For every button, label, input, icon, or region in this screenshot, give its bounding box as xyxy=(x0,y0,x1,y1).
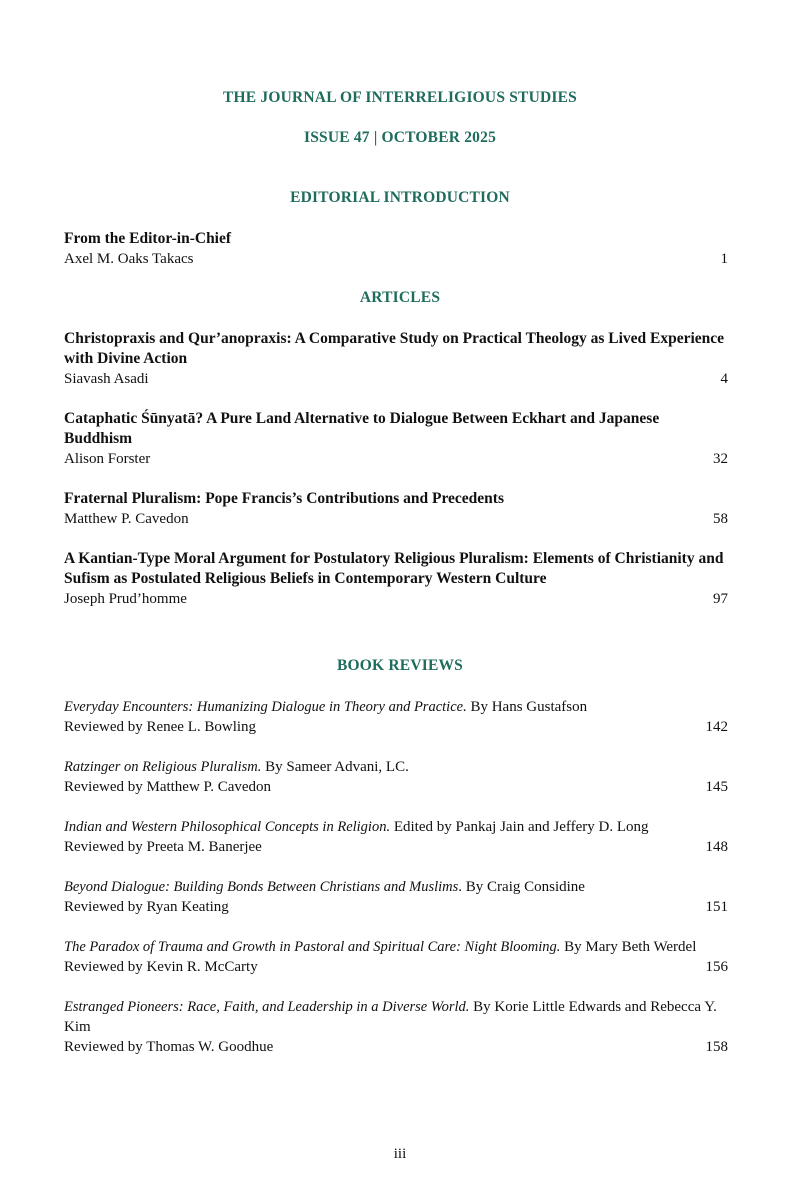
review-book-title: The Paradox of Trauma and Growth in Pastoral and Spiritual Care: Night Blooming. xyxy=(64,939,561,955)
toc-entry-review-6[interactable] xyxy=(64,997,728,1057)
review-book-author: . By Craig Considine xyxy=(458,879,585,895)
review-book-author: Edited by Pankaj Jain and Jeffery D. Long xyxy=(390,819,649,835)
review-book-author: By Mary Beth Werdel xyxy=(560,939,697,955)
entry-title: Cataphatic Śūnyatā? A Pure Land Alternative to Dialogue Between Eckhart and Japanese Buddhism xyxy=(64,410,660,447)
review-reviewer: Reviewed by Thomas W. Goodhue xyxy=(64,1039,274,1055)
section-heading-reviews: BOOK REVIEWS xyxy=(337,657,463,674)
review-book-line xyxy=(64,877,728,897)
entry-reviewer-line xyxy=(64,717,728,737)
review-book-title: Indian and Western Philosophical Concepts in Religion. xyxy=(64,819,391,835)
entry-author: Matthew P. Cavedon xyxy=(64,511,189,527)
journal-title: THE JOURNAL OF INTERRELIGIOUS STUDIES xyxy=(223,89,577,106)
review-reviewer: Reviewed by Ryan Keating xyxy=(64,899,229,915)
entry-author-line xyxy=(64,449,728,469)
review-book-title: Ratzinger on Religious Pluralism. xyxy=(64,759,262,775)
entry-page-number: 158 xyxy=(705,1039,728,1055)
entry-title: Christopraxis and Qur’anopraxis: A Comparative Study on Practical Theology as Lived Experience with Divine Action xyxy=(64,330,725,367)
toc-entry-article-3[interactable] xyxy=(64,489,728,529)
entry-reviewer-line xyxy=(64,837,728,857)
entry-reviewer-line xyxy=(64,777,728,797)
page-folio: iii xyxy=(393,1146,407,1162)
review-book-author: By Sameer Advani, LC. xyxy=(261,759,409,775)
entry-page-number: 1 xyxy=(720,251,728,267)
review-book-author: By Korie Little Edwards and Rebecca Y. Kim xyxy=(64,999,717,1035)
entry-page-number: 148 xyxy=(705,839,728,855)
entry-reviewer-line xyxy=(64,1037,728,1057)
entry-author: Alison Forster xyxy=(64,451,151,467)
toc-entry-review-3[interactable] xyxy=(64,817,728,857)
review-reviewer: Reviewed by Renee L. Bowling xyxy=(64,719,257,735)
entry-page-number: 32 xyxy=(713,451,728,467)
review-book-author: By Hans Gustafson xyxy=(466,699,588,715)
review-book-line xyxy=(64,757,728,777)
entry-author: Axel M. Oaks Takacs xyxy=(64,251,194,267)
entry-title: From the Editor-in-Chief xyxy=(64,230,232,247)
entry-title: Fraternal Pluralism: Pope Francis’s Contributions and Precedents xyxy=(64,490,504,507)
review-book-line xyxy=(64,697,728,717)
review-book-title: Everyday Encounters: Humanizing Dialogue in Theory and Practice. xyxy=(64,699,467,715)
review-book-line xyxy=(64,997,728,1037)
entry-author-line xyxy=(64,369,728,389)
review-reviewer: Reviewed by Preeta M. Banerjee xyxy=(64,839,262,855)
entry-author-line xyxy=(64,509,728,529)
entry-page-number: 156 xyxy=(705,959,728,975)
entry-page-number: 58 xyxy=(713,511,728,527)
toc-entry-review-5[interactable] xyxy=(64,937,728,977)
entry-author-line xyxy=(64,249,728,269)
entry-page-number: 4 xyxy=(720,371,728,387)
toc-entry-article-2[interactable] xyxy=(64,409,728,469)
toc-entry-review-4[interactable] xyxy=(64,877,728,917)
toc-entry-article-1[interactable] xyxy=(64,329,728,389)
entry-page-number: 145 xyxy=(705,779,728,795)
toc-entry-article-4[interactable] xyxy=(64,549,728,609)
entry-page-number: 97 xyxy=(713,591,728,607)
toc-entry-editorial[interactable] xyxy=(64,229,728,269)
toc-entry-review-1[interactable] xyxy=(64,697,728,737)
entry-page-number: 151 xyxy=(705,899,728,915)
review-book-line xyxy=(64,817,728,837)
review-book-title: Estranged Pioneers: Race, Faith, and Leadership in a Diverse World. xyxy=(64,999,470,1015)
entry-title: A Kantian-Type Moral Argument for Postulatory Religious Pluralism: Elements of Christianity and Sufism as Postulated Religious Beliefs in Contemporary Western Culture xyxy=(64,550,724,587)
entry-author: Joseph Prud’homme xyxy=(64,591,187,607)
toc-entry-review-2[interactable] xyxy=(64,757,728,797)
review-book-line xyxy=(64,937,728,957)
review-book-title: Beyond Dialogue: Building Bonds Between Christians and Muslims xyxy=(64,879,459,895)
entry-page-number: 142 xyxy=(705,719,728,735)
review-reviewer: Reviewed by Kevin R. McCarty xyxy=(64,959,258,975)
issue-line: ISSUE 47 | OCTOBER 2025 xyxy=(303,129,497,146)
entry-reviewer-line xyxy=(64,897,728,917)
entry-reviewer-line xyxy=(64,957,728,977)
section-heading-articles: ARTICLES xyxy=(359,289,441,306)
section-heading-editorial: EDITORIAL INTRODUCTION xyxy=(290,189,510,206)
entry-author-line xyxy=(64,589,728,609)
entry-author: Siavash Asadi xyxy=(64,371,149,387)
review-reviewer: Reviewed by Matthew P. Cavedon xyxy=(64,779,272,795)
